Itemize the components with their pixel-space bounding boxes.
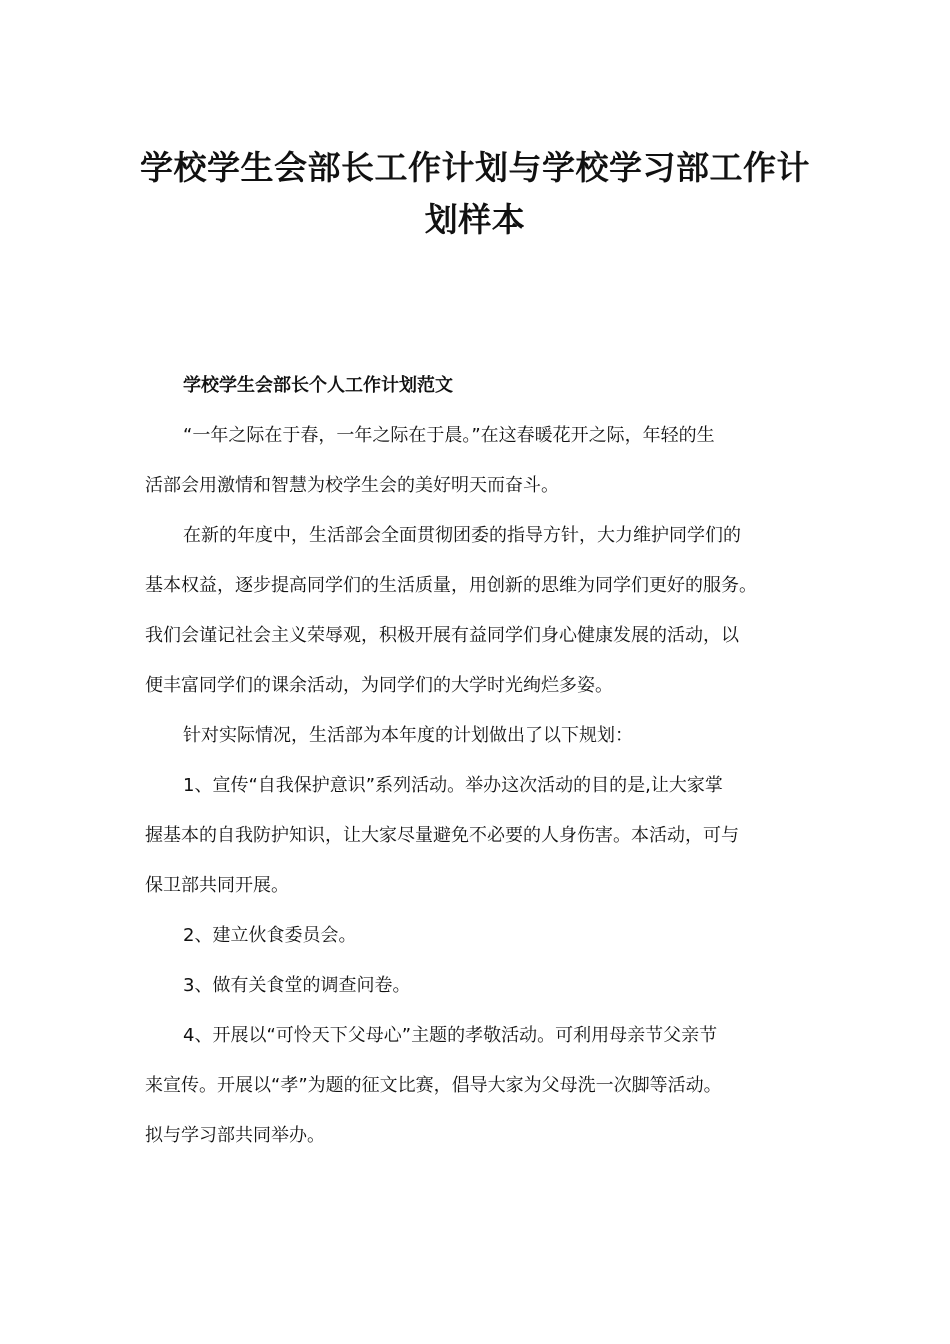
paragraph-line: “一年之际在于春，一年之际在于晨。”在这春暖花开之际，年轻的生: [183, 425, 715, 446]
list-item-line: 来宣传。开展以“孝”为题的征文比赛，倡导大家为父母洗一次脚等活动。: [145, 1075, 722, 1096]
paragraph-line: 基本权益，逐步提高同学们的生活质量，用创新的思维为同学们更好的服务。: [145, 575, 757, 596]
list-item-line: 3、做有关食堂的调查问卷。: [183, 975, 411, 996]
paragraph-line: 在新的年度中，生活部会全面贯彻团委的指导方针，大力维护同学们的: [183, 525, 741, 546]
list-item-line: 2、建立伙食委员会。: [183, 925, 357, 946]
document-title: 学校学生会部长工作计划与学校学习部工作计划样本: [140, 148, 810, 239]
list-item-line: 保卫部共同开展。: [145, 875, 289, 896]
paragraph-line: 针对实际情况，生活部为本年度的计划做出了以下规划：: [183, 725, 633, 746]
list-item-line: 4、开展以“可怜天下父母心”主题的孝敬活动。可利用母亲节父亲节: [183, 1025, 718, 1046]
paragraph-line: 活部会用激情和智慧为校学生会的美好明天而奋斗。: [145, 475, 559, 496]
paragraph-line: 我们会谨记社会主义荣辱观，积极开展有益同学们身心健康发展的活动，以: [145, 625, 739, 646]
section-heading: 学校学生会部长个人工作计划范文: [183, 375, 453, 396]
list-item-line: 握基本的自我防护知识，让大家尽量避免不必要的人身伤害。本活动，可与: [145, 825, 739, 846]
paragraph-line: 便丰富同学们的课余活动，为同学们的大学时光绚烂多姿。: [145, 675, 613, 696]
list-item-line: 1、宣传“自我保护意识”系列活动。举办这次活动的目的是,让大家掌: [183, 775, 723, 796]
list-item-line: 拟与学习部共同举办。: [145, 1125, 325, 1146]
